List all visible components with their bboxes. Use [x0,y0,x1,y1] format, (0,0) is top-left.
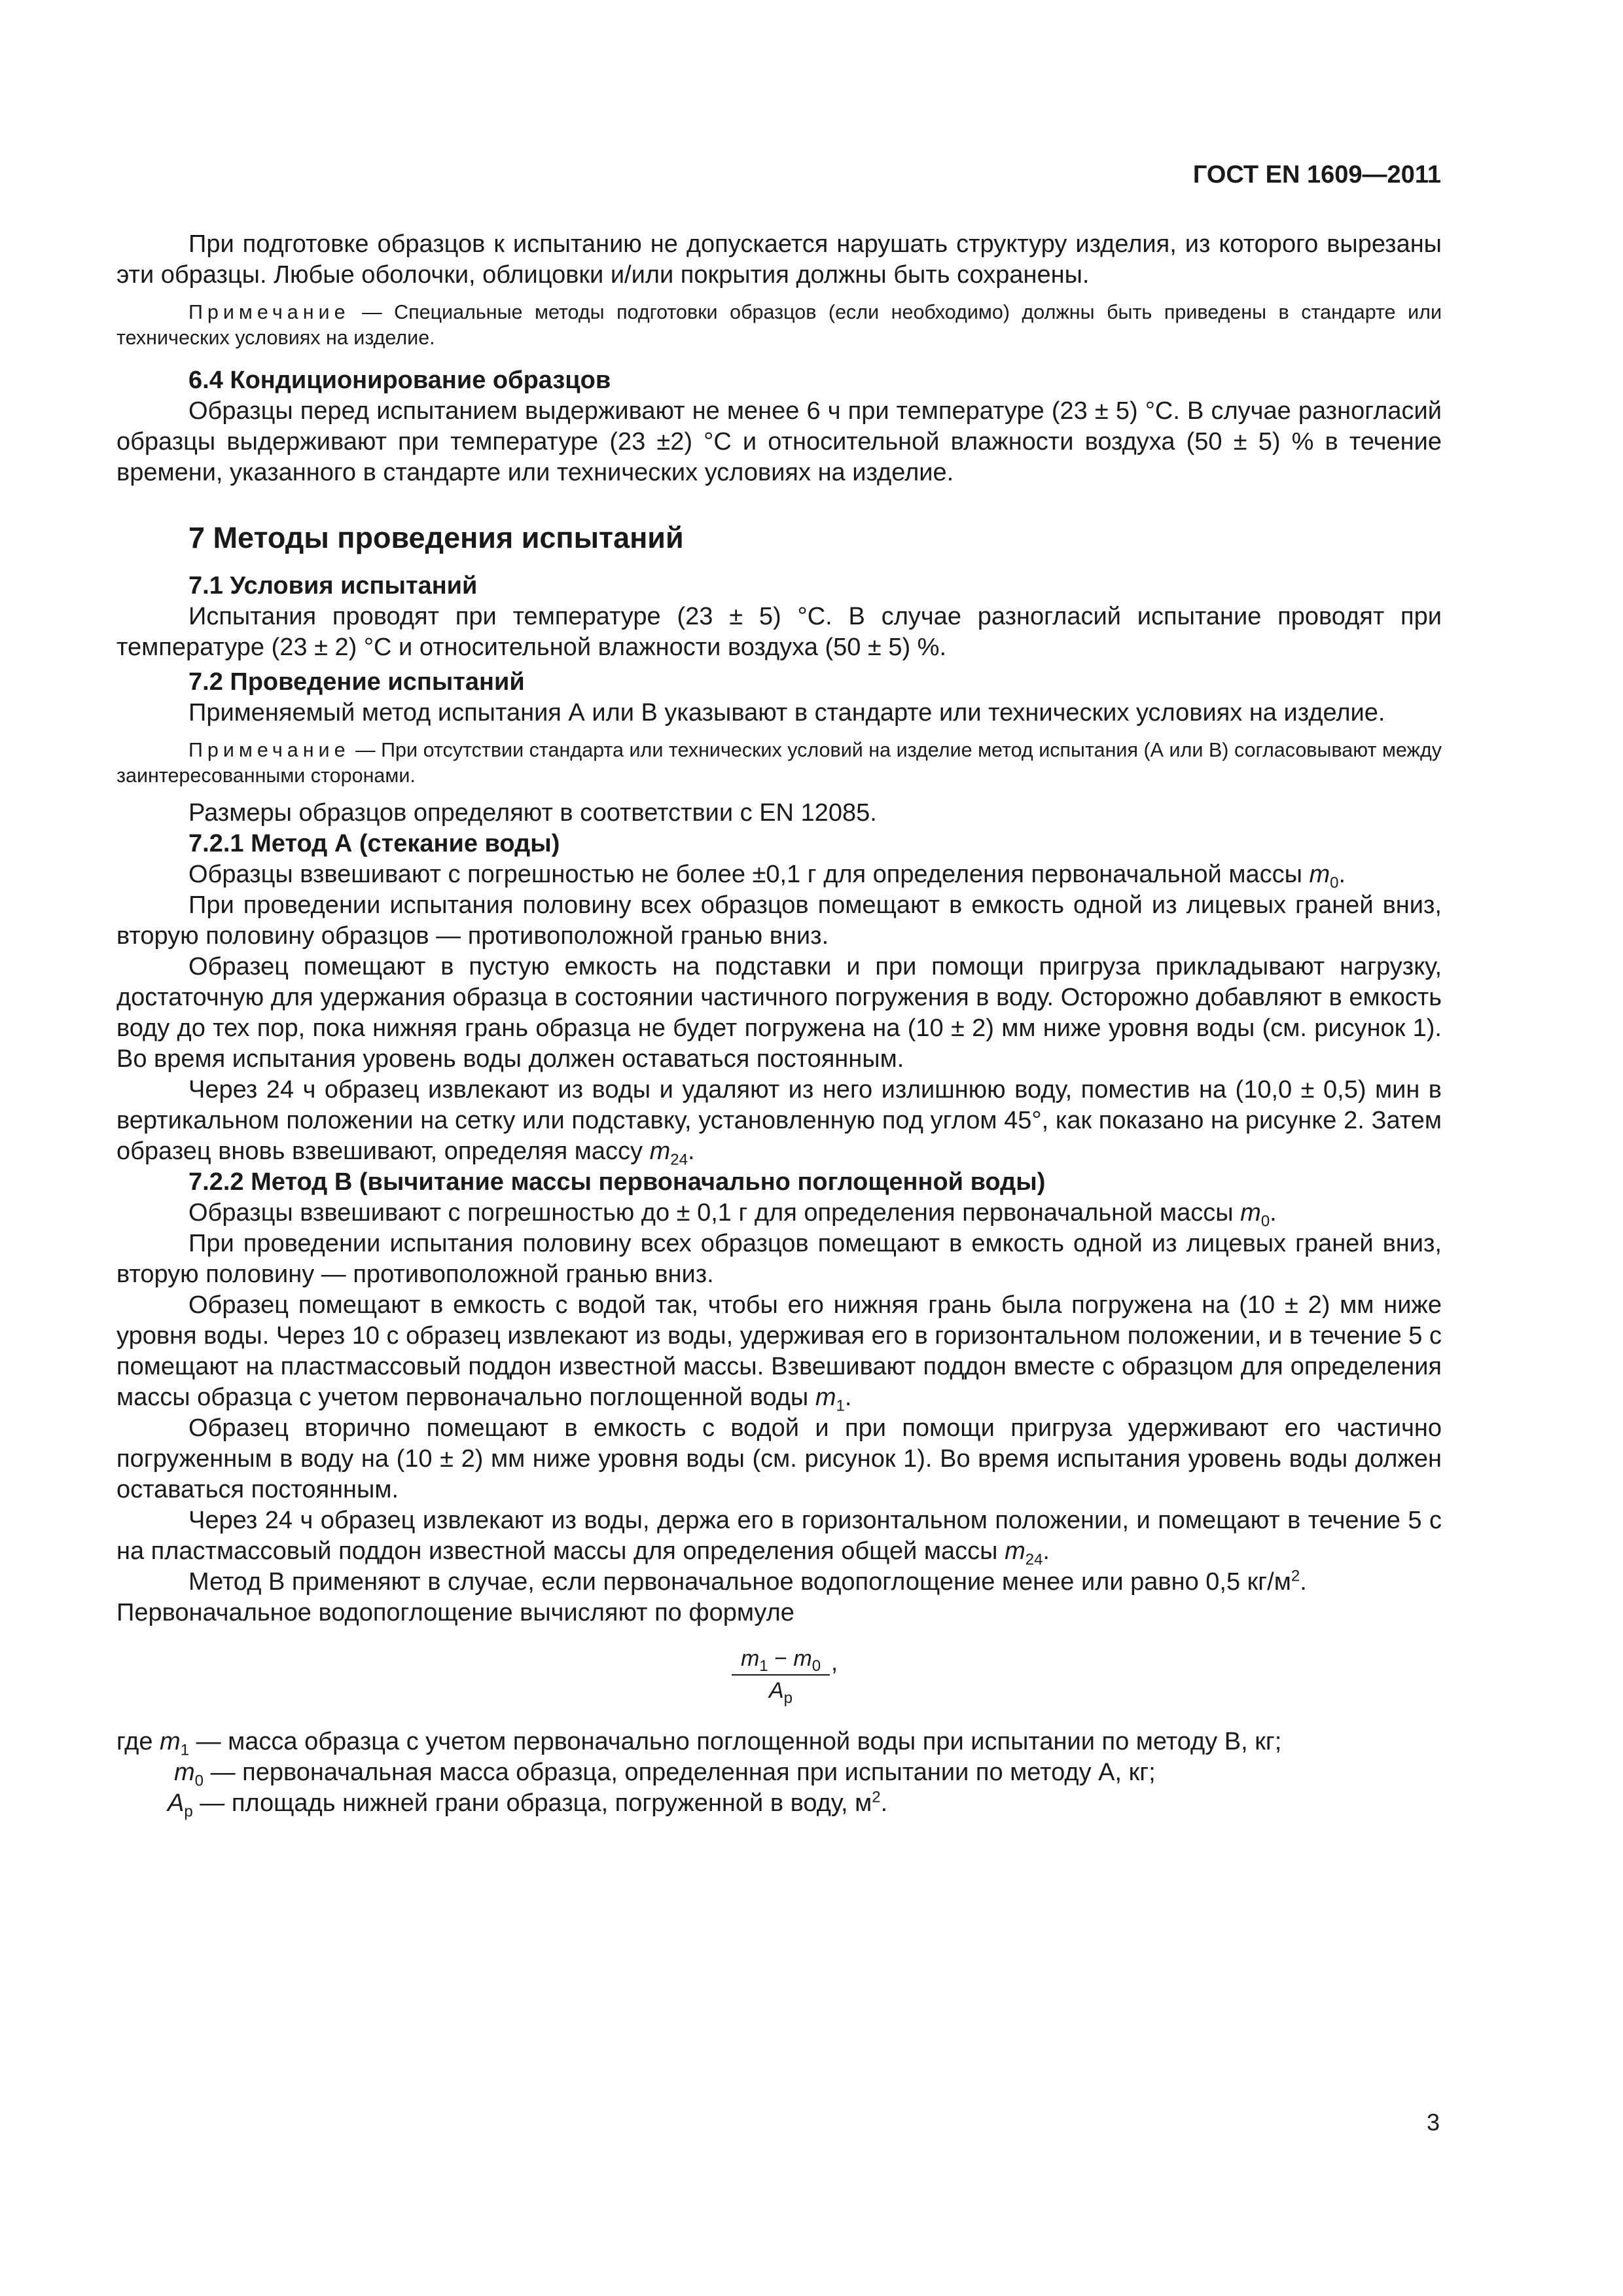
section-7-2-paragraph: Применяемый метод испытания А или В указывают в стандарте или технических условиях на изделие. [188,699,1385,726]
method-a-p4: Через 24 ч образец извлекают из воды и удаляют из него излишнюю воду, поместив на (10,0 ± 0,5) мин в вертикальном положении на сетку или подставку, установленную под углом 45°, как показано на рисунке 2. Затем образец вновь взвешивают, определяя массу $m_{24}$. [116,1076,1442,1169]
method-b-p2: При проведении испытания половину всех образцов помещают в емкость одной из лицевых граней вниз, вторую половину — противоположной гранью вниз. [116,1230,1442,1288]
method-b-p1: Образцы взвешивают с погрешностью до ± 0,1 г для определения первоначальной массы $m_0$. [188,1199,1277,1230]
page-number: 3 [1426,2109,1440,2136]
note-text: — При отсутствии стандарта или технических условий на изделие метод испытания (А или В) согласовывают между заинтересованными сторонами. [116,739,1442,787]
method-a-p3: Образец помещают в пустую емкость на подставки и при помощи пригруза прикладывают нагрузку, достаточную для удержания образца в состоянии частичного погружения в воду. Осторожно добавляют в емкость воду до тех пор, пока нижняя грань образца не будет погружена на (10 ± 2) мм ниже уровня воды (см. рисунок 1). Во время испытания уровень воды должен оставаться постоянным. [116,953,1442,1073]
section-7-heading: 7 Методы проведения испытаний [188,521,684,554]
formula-comma: , [831,1649,838,1676]
formula-numerator: $m_1 - m_0$ [732,1645,830,1676]
method-b-p3: Образец помещают в емкость с водой так, чтобы его нижняя грань была погружена на (10 ± 2) мм ниже уровня воды. Через 10 с образец извлекают из воды, удерживая его в горизонтальном положении, и в течение 5 с помещают на пластмассовый поддон известной массы. Взвешивают поддон вместе с образцом для определения массы образца с учетом первоначально поглощенной воды $m_1$. [116,1291,1442,1415]
document-code: ГОСТ EN 1609—2011 [1192,161,1441,188]
variable-definitions [116,1727,1442,1819]
note-label: Примечание [188,739,350,761]
method-b-p6: Метод В применяют в случае, если первоначальное водопоглощение менее или равно 0,5 $кг/м^2$. [188,1567,1307,1596]
method-b-p4: Образец вторично помещают в емкость с водой и при помощи пригруза удерживают его частично погруженным в воду на (10 ± 2) мм ниже уровня воды (см. рисунок 1). Во время испытания уровень воды должен оставаться постоянным. [116,1414,1442,1503]
note-label: Примечание [188,301,350,323]
formula-denominator: $A_p$ [768,1678,793,1707]
definition-m1: где $m_1$ — масса образца с учетом первоначально поглощенной воды при испытании по методу В, кг; [116,1728,1282,1759]
section-7-2-2-heading: 7.2.2 Метод В (вычитание массы первоначально поглощенной воды) [188,1168,1046,1196]
section-7-2-note [116,738,1442,789]
method-b-p5: Через 24 ч образец извлекают из воды, держа его в горизонтальном положении, и помещают в течение 5 с на пластмассовый поддон известной массы для определения общей массы $m_{24}$. [116,1507,1442,1569]
absorption-formula [116,1639,1442,1717]
intro-note [116,300,1442,351]
section-6-4-paragraph: Образцы перед испытанием выдерживают не менее 6 ч при температуре (23 ± 5) °С. В случае разногласий образцы выдерживают при температуре (23 ±2) °С и относительной влажности воздуха (50 ± 5) % в течение времени, указанного в стандарте или технических условиях на изделие. [116,397,1442,486]
method-a-p1: Образцы взвешивают с погрешностью не более ±0,1 г для определения первоначальной массы $m_0$. [188,861,1346,892]
section-7-1-paragraph: Испытания проводят при температуре (23 ± 5) °С. В случае разногласий испытание проводят при температуре (23 ± 2) °С и относительной влажности воздуха (50 ± 5) %. [116,603,1442,661]
section-6-4-heading: 6.4 Кондиционирование образцов [188,367,611,394]
page-content [116,229,1442,1819]
intro-paragraph: При подготовке образцов к испытанию не допускается нарушать структуру изделия, из которого вырезаны эти образцы. Любые оболочки, облицовки и/или покрытия должны быть сохранены. [116,230,1442,289]
definition-ap: $A_p$ — площадь нижней грани образца, погруженной в воду, $м^2$. [168,1788,888,1821]
method-b-p7: Первоначальное водопоглощение вычисляют по формуле [116,1599,794,1626]
formula-fraction [732,1645,830,1707]
note-text: — Специальные методы подготовки образцов (если необходимо) должны быть приведены в стандарте или технических условиях на изделие. [116,301,1442,349]
section-7-2-1-heading: 7.2.1 Метод А (стекание воды) [188,830,560,857]
sample-sizes-paragraph: Размеры образцов определяют в соответствии с EN 12085. [188,799,877,827]
definition-m0: $m_0$ — первоначальная масса образца, определенная при испытании по методу А, кг; [174,1759,1156,1790]
section-7-2-heading: 7.2 Проведение испытаний [188,668,525,696]
section-7-1-heading: 7.1 Условия испытаний [188,572,478,600]
method-a-p2: При проведении испытания половину всех образцов помещают в емкость одной из лицевых граней вниз, вторую половину образцов — противоположной гранью вниз. [116,891,1442,950]
